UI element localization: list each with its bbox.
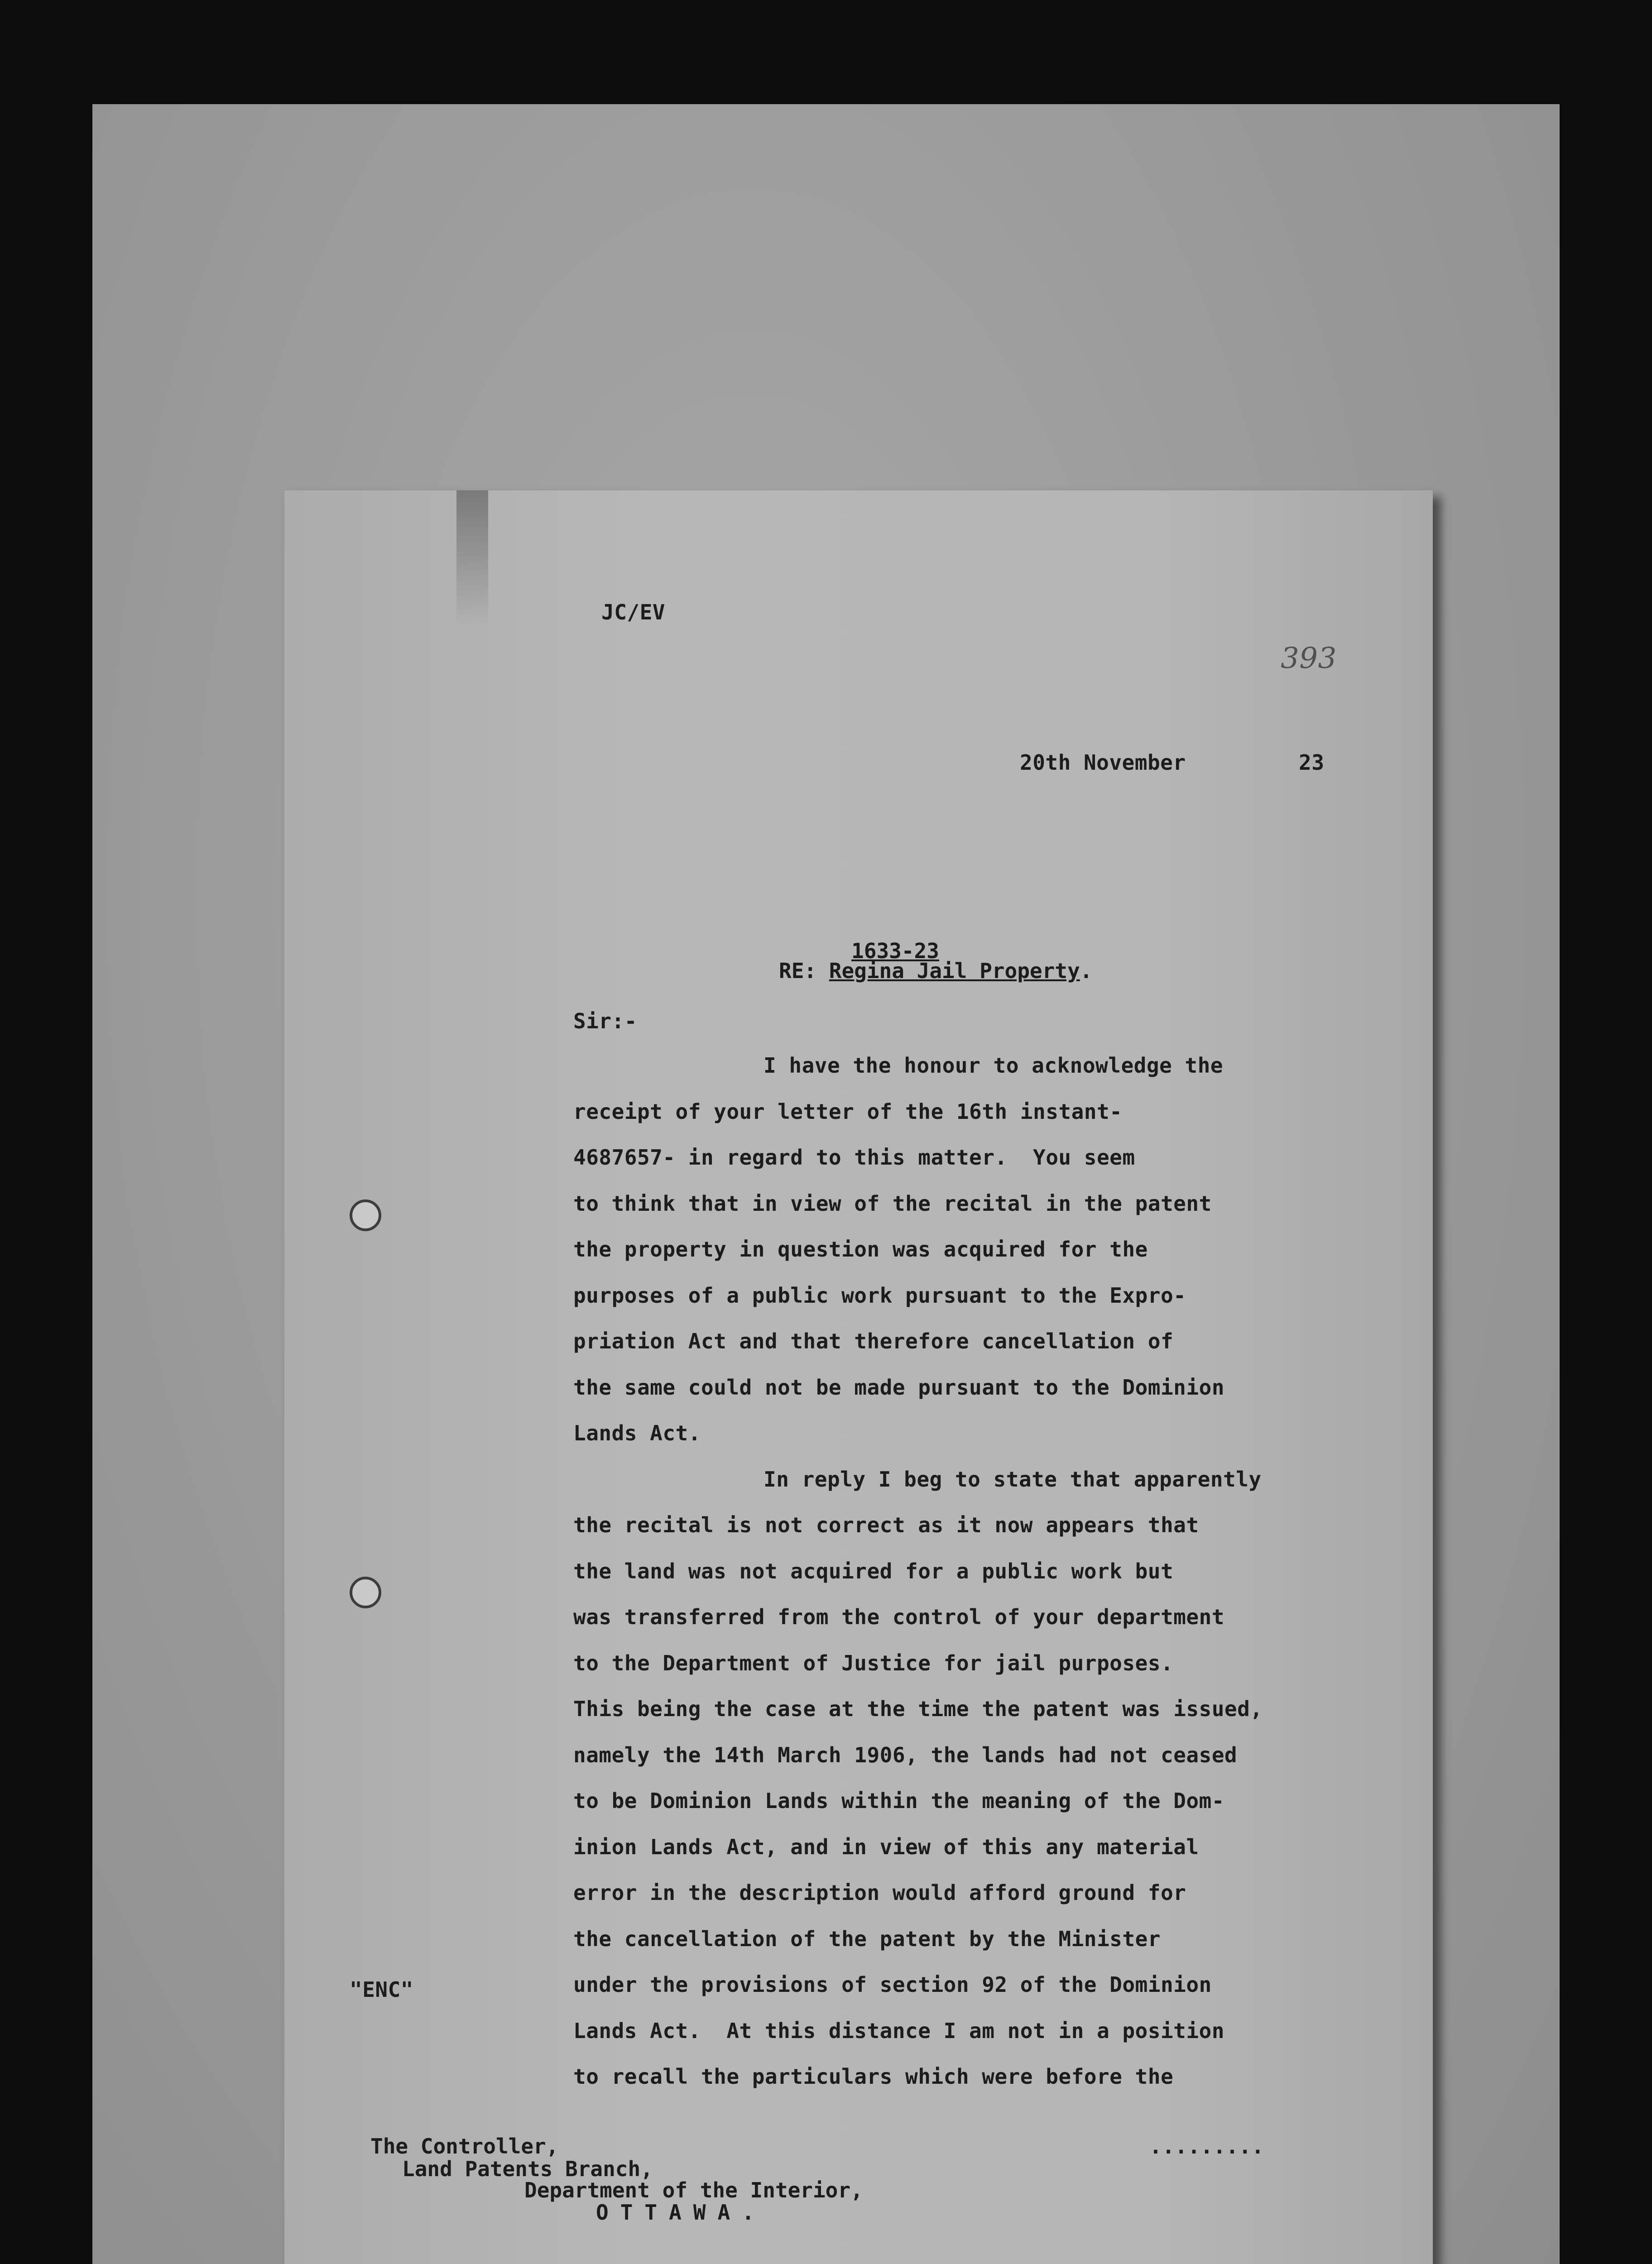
salutation: Sir:- — [573, 1009, 637, 1033]
body-line: the same could not be made pursuant to the Dominion — [573, 1375, 1225, 1400]
body-line: priation Act and that therefore cancellation of — [573, 1329, 1174, 1353]
body-line: was transferred from the control of your department — [573, 1605, 1225, 1629]
body-line: I have the honour to acknowledge the — [764, 1053, 1223, 1078]
body-line: error in the description would afford ground for — [573, 1880, 1186, 1905]
body-line: the cancellation of the patent by the Minister — [573, 1926, 1161, 1951]
letter-date: 20th November — [1020, 750, 1186, 775]
continuation-dots: ......... — [1149, 2134, 1264, 2158]
body-line: Lands Act. — [573, 1421, 701, 1445]
letter-body — [573, 1052, 1416, 2109]
body-line: to be Dominion Lands within the meaning of the Dom- — [573, 1789, 1225, 1813]
reference-initials: JC/EV — [601, 600, 665, 624]
subject-line — [779, 959, 1092, 983]
body-line: 4687657- in regard to this matter. You seem — [573, 1145, 1135, 1170]
addressee-line: Land Patents Branch, — [402, 2157, 653, 2181]
folio-number: 393 — [1281, 642, 1337, 675]
subject-text: Regina Jail Property — [829, 959, 1080, 983]
body-line: the land was not acquired for a public work but — [573, 1559, 1174, 1583]
punch-hole — [350, 1577, 381, 1608]
file-number: 1633-23 — [851, 939, 939, 963]
body-line: namely the 14th March 1906, the lands had not ceased — [573, 1742, 1238, 1767]
body-line: to think that in view of the recital in the patent — [573, 1191, 1212, 1216]
body-line: to the Department of Justice for jail purposes. — [573, 1650, 1174, 1675]
body-line: purposes of a public work pursuant to the Expro- — [573, 1283, 1186, 1308]
punch-hole — [350, 1199, 381, 1231]
body-line: inion Lands Act, and in view of this any material — [573, 1834, 1199, 1859]
letter-year: 23 — [1299, 750, 1325, 775]
body-line: the property in question was acquired for the — [573, 1237, 1148, 1262]
letter-page — [284, 490, 1433, 2264]
body-line: receipt of your letter of the 16th instant- — [573, 1099, 1123, 1124]
subject-prefix: RE: — [779, 959, 829, 983]
body-line: Lands Act. At this distance I am not in a position — [573, 2018, 1225, 2043]
enclosure-mark: "ENC" — [350, 1977, 413, 2002]
body-line: In reply I beg to state that apparently — [764, 1467, 1262, 1492]
page-smudge — [456, 490, 488, 626]
body-line: This being the case at the time the patent was issued, — [573, 1697, 1263, 1721]
addressee-line: Department of the Interior, — [524, 2178, 863, 2202]
subject-end: . — [1080, 959, 1093, 983]
addressee-city: OTTAWA. — [596, 2200, 766, 2225]
addressee-line: The Controller, — [370, 2134, 559, 2158]
body-line: the recital is not correct as it now appears that — [573, 1513, 1199, 1537]
body-line: under the provisions of section 92 of the Dominion — [573, 1972, 1212, 1997]
body-line: to recall the particulars which were before the — [573, 2064, 1174, 2089]
